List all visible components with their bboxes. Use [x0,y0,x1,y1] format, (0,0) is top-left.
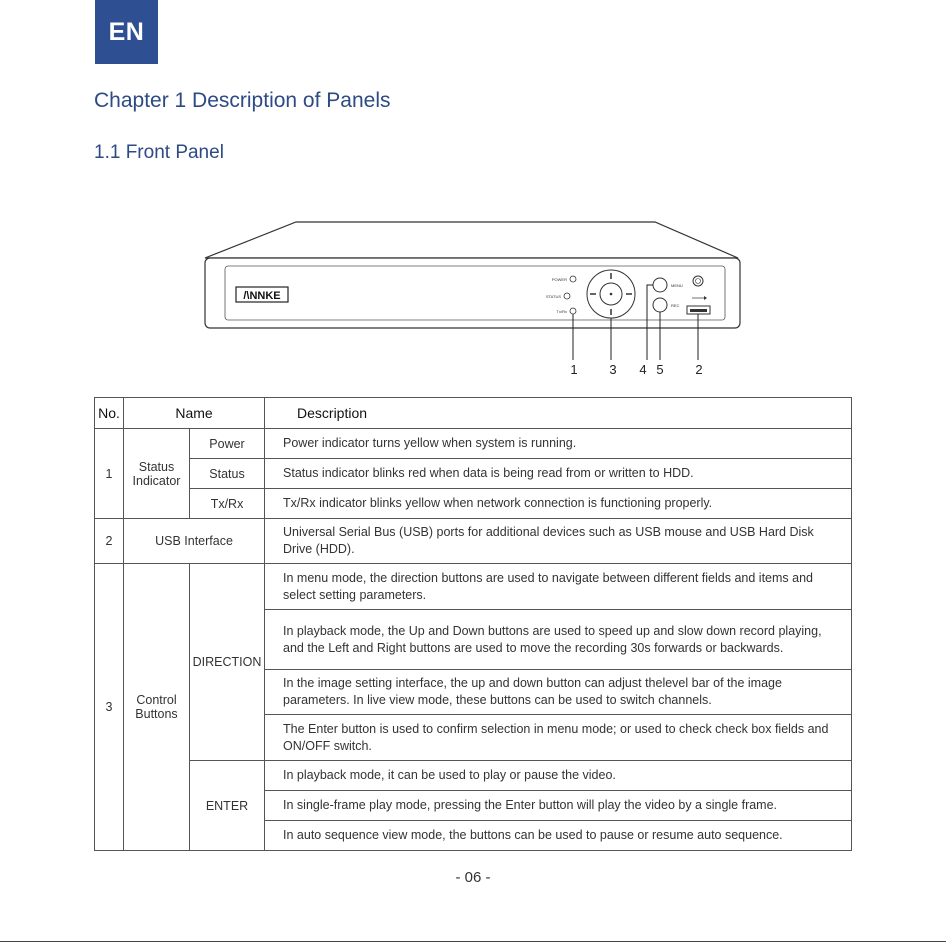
page-number: - 06 - [455,869,491,886]
table-row [95,489,852,519]
item-name: DIRECTION [190,564,265,761]
item-description: In playback mode, it can be used to play or pause the video. [265,761,852,791]
callout-2: 2 [695,362,703,377]
section-title: 1.1 Front Panel [94,142,224,163]
callout-4: 4 [639,362,647,377]
item-description: Status indicator blinks red when data is being read from or written to HDD. [265,459,852,489]
power-label: POWER [551,277,567,282]
group-name: Control Buttons [124,564,190,851]
callout-3: 3 [609,362,617,377]
item-description: Tx/Rx indicator blinks yellow when network connection is functioning properly. [265,489,852,519]
item-description: In single-frame play mode, pressing the Enter button will play the video by a single frame. [265,791,852,821]
table-row [95,761,852,791]
item-name: Status [190,459,265,489]
power-indicator-icon [570,276,576,282]
item-description: The Enter button is used to confirm selection in menu mode; or used to check check box fields and ON/OFF switch. [265,715,852,761]
item-name: Power [190,429,265,459]
language-badge: EN [95,0,158,64]
table-header-row [95,398,852,429]
status-indicator-icon [564,293,570,299]
menu-label: MENU [671,283,683,288]
item-name: ENTER [190,761,265,851]
header-description: Description [265,398,852,429]
item-description: In the image setting interface, the up and down button can adjust thelevel bar of the image parameters. In live view mode, these buttons can be used to switch channels. [265,670,852,715]
item-description: Universal Serial Bus (USB) ports for additional devices such as USB mouse and USB Hard Disk Drive (HDD). [265,519,852,564]
item-description: In auto sequence view mode, the buttons can be used to pause or resume auto sequence. [265,821,852,851]
menu-button-icon [653,278,667,292]
table-row [95,564,852,610]
item-description: In menu mode, the direction buttons are used to navigate between different fields and items and select setting parameters. [265,564,852,610]
txrx-label: Tx/Rx [556,309,567,314]
item-description: In playback mode, the Up and Down buttons are used to speed up and slow down record playing, and the Left and Right buttons are used to move the recording 30s forwards or backwards. [265,610,852,670]
item-description: Power indicator turns yellow when system is running. [265,429,852,459]
row-number: 2 [95,519,124,564]
bottom-divider [0,941,946,942]
txrx-indicator-icon [570,308,576,314]
callout-1: 1 [570,362,578,377]
group-name: Status Indicator [124,429,190,519]
item-name: Tx/Rx [190,489,265,519]
device-top-lid [205,222,738,258]
brand-logo-text: /\NNKE [243,290,281,302]
chapter-title: Chapter 1 Description of Panels [94,89,391,112]
status-label: STATUS [545,294,561,299]
table-row [95,519,852,564]
table-row [95,459,852,489]
header-name: Name [124,398,265,429]
row-number: 1 [95,429,124,519]
rec-label: REC [671,303,680,308]
group-name: USB Interface [124,519,265,564]
row-number: 3 [95,564,124,851]
rec-button-icon [653,298,667,312]
front-panel-illustration [0,0,946,390]
power-switch-icon [693,276,703,286]
header-no: No. [95,398,124,429]
panel-description-table [94,397,852,851]
callout-5: 5 [656,362,664,377]
table-row [95,429,852,459]
